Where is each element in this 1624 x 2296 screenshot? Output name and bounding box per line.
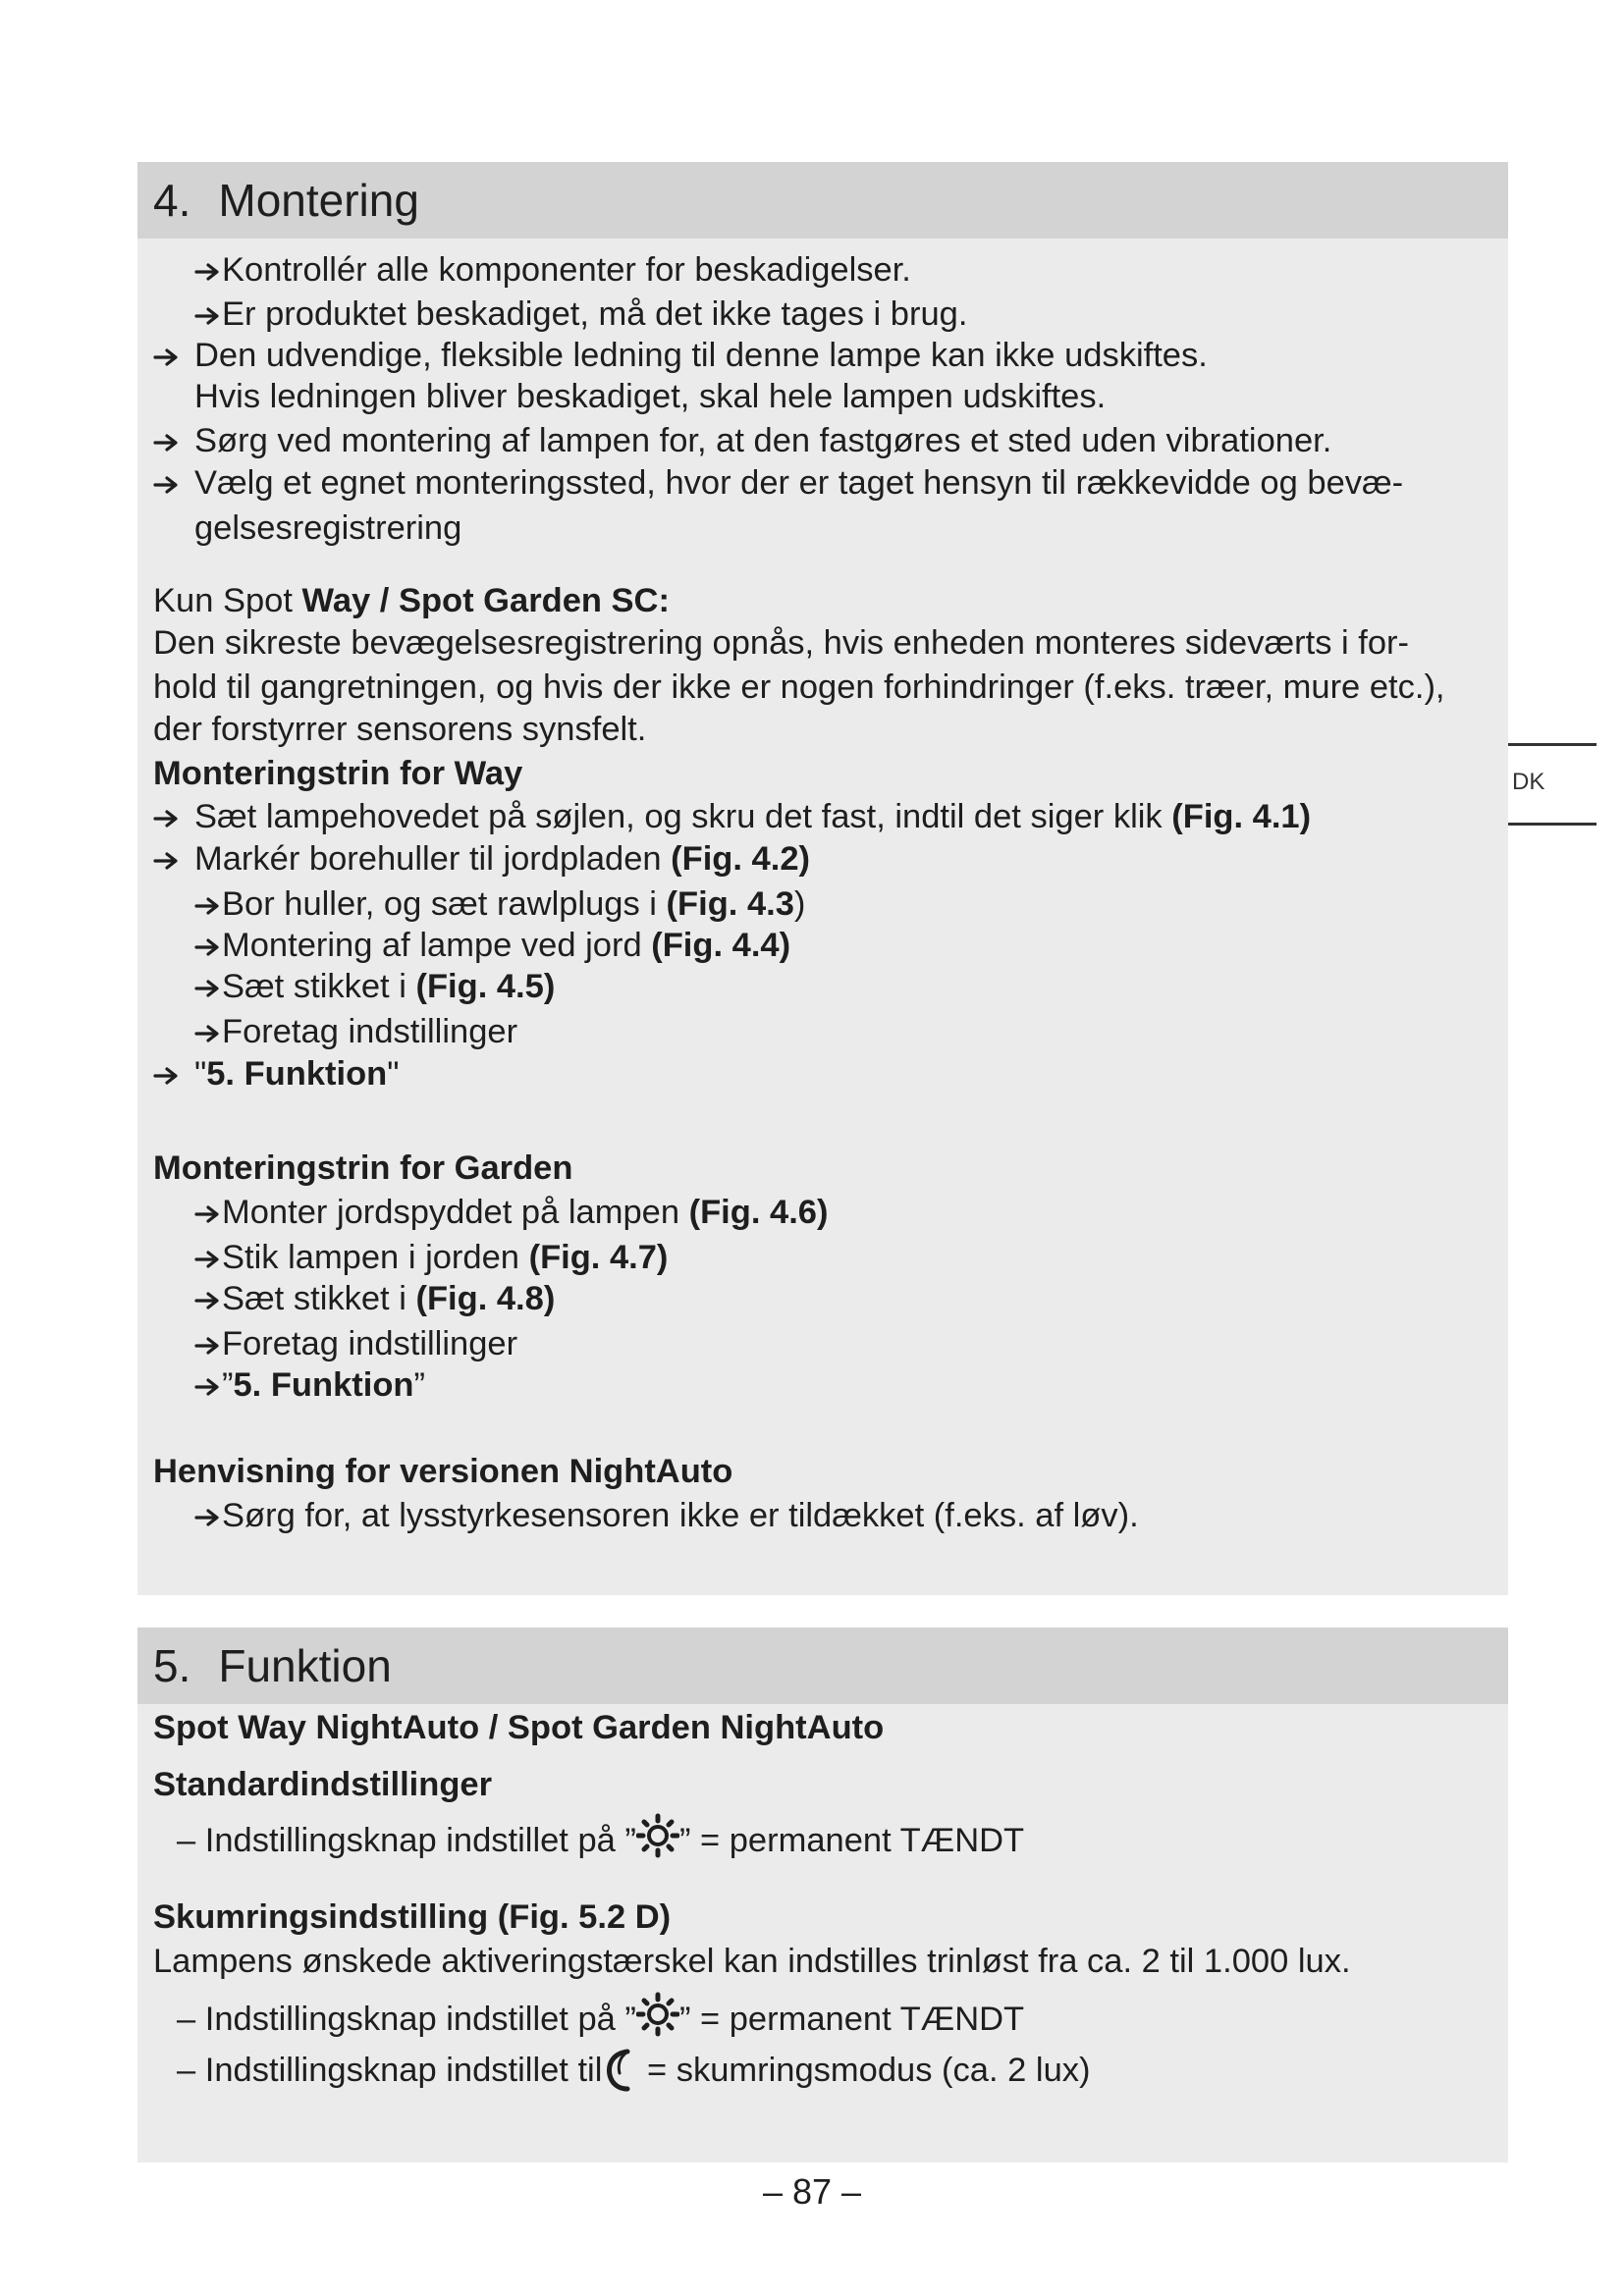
note-line: hold til gangretningen, og hvis der ikke er nogen forhindringer (f.eks. træer, mure etc.), xyxy=(153,668,1445,706)
arrow-icon xyxy=(194,926,222,965)
twilight-text: Lampens ønskede aktiveringstærskel kan indstilles trinløst fra ca. 2 til 1.000 lux. xyxy=(153,1943,1351,1980)
arrow-icon xyxy=(194,884,222,924)
arrow-icon xyxy=(194,1238,222,1277)
list-item: Kontrollér alle komponenter for beskadigelser. xyxy=(194,250,911,290)
garden-step: ”5. Funktion” xyxy=(194,1365,425,1405)
arrow-icon xyxy=(194,1193,222,1232)
section-number: 4. xyxy=(153,175,191,226)
list-item: Vælg et egnet monteringssted, hvor der er taget hensyn til rækkevidde og bevæ- xyxy=(153,463,1403,503)
garden-heading: Monteringstrin for Garden xyxy=(153,1149,573,1187)
tab-rule-top xyxy=(1508,743,1597,746)
note-line: der forstyrrer sensorens synsfelt. xyxy=(153,711,647,748)
note-line: Den sikreste bevægelsesregistrering opnås, hvis enheden monteres sideværts i for- xyxy=(153,624,1410,662)
twilight-setting-permanent: – Indstillingsknap indstillet på ” ” = permanent TÆNDT xyxy=(177,1991,1024,2039)
sun-icon xyxy=(636,1812,679,1851)
section-montering xyxy=(137,162,1508,1595)
nightauto-text: Sørg for, at lysstyrkesensoren ikke er tildækket (f.eks. af løv). xyxy=(194,1496,1139,1535)
language-label: DK xyxy=(1512,769,1545,795)
arrow-icon xyxy=(194,294,222,334)
note-heading: Kun Spot Way / Spot Garden SC: xyxy=(153,582,670,619)
way-step: Sæt stikket i (Fig. 4.5) xyxy=(194,967,555,1006)
garden-step: Sæt stikket i (Fig. 4.8) xyxy=(194,1279,555,1318)
arrow-icon xyxy=(194,250,222,290)
sun-icon xyxy=(636,1991,679,2030)
standard-setting: – Indstillingsknap indstillet på ” ” = permanent TÆNDT xyxy=(177,1812,1024,1860)
section-title: Montering xyxy=(218,175,419,226)
arrow-icon xyxy=(194,1279,222,1318)
list-item: Den udvendige, fleksible ledning til denne lampe kan ikke udskiftes. xyxy=(153,336,1208,375)
list-item: Er produktet beskadiget, må det ikke tages i brug. xyxy=(194,294,967,334)
arrow-icon xyxy=(153,336,194,375)
nightauto-heading: Henvisning for versionen NightAuto xyxy=(153,1453,733,1490)
garden-step: Foretag indstillinger xyxy=(194,1324,517,1363)
way-step: "5. Funktion" xyxy=(153,1054,400,1094)
list-item-continuation: Hvis ledningen bliver beskadiget, skal hele lampen udskiftes. xyxy=(194,378,1107,415)
standard-heading: Standardindstillinger xyxy=(153,1766,493,1803)
way-step: Sæt lampehovedet på søjlen, og skru det fast, indtil det siger klik (Fig. 4.1) xyxy=(153,797,1311,836)
arrow-icon xyxy=(194,1012,222,1051)
way-step: Bor huller, og sæt rawlplugs i (Fig. 4.3) xyxy=(194,884,805,924)
tab-rule-bottom xyxy=(1508,823,1597,826)
arrow-icon xyxy=(194,967,222,1006)
section-title: Funktion xyxy=(218,1640,392,1691)
section-body xyxy=(153,1628,1492,2163)
section-funktion xyxy=(137,1628,1508,2163)
arrow-icon xyxy=(153,421,194,460)
moon-icon xyxy=(602,2046,637,2089)
arrow-icon xyxy=(153,1054,194,1094)
language-tab xyxy=(1508,743,1597,826)
list-item: Sørg ved montering af lampen for, at den fastgøres et sted uden vibrationer. xyxy=(153,421,1331,460)
garden-step: Stik lampen i jorden (Fig. 4.7) xyxy=(194,1238,668,1277)
arrow-icon xyxy=(153,839,194,879)
arrow-icon xyxy=(194,1324,222,1363)
arrow-icon xyxy=(194,1365,222,1405)
way-step: Foretag indstillinger xyxy=(194,1012,517,1051)
arrow-icon xyxy=(194,1496,222,1535)
list-item-continuation: gelsesregistrering xyxy=(194,509,462,547)
twilight-heading: Skumringsindstilling (Fig. 5.2 D) xyxy=(153,1898,672,1936)
section-number: 5. xyxy=(153,1640,191,1691)
way-step: Montering af lampe ved jord (Fig. 4.4) xyxy=(194,926,790,965)
arrow-icon xyxy=(153,463,194,503)
section-subtitle: Spot Way NightAuto / Spot Garden NightAuto xyxy=(153,1709,885,1746)
page-number: – 87 – xyxy=(762,2171,862,2212)
garden-step: Monter jordspyddet på lampen (Fig. 4.6) xyxy=(194,1193,828,1232)
way-step: Markér borehuller til jordpladen (Fig. 4.2) xyxy=(153,839,810,879)
arrow-icon xyxy=(153,797,194,836)
way-heading: Monteringstrin for Way xyxy=(153,755,523,792)
twilight-setting-dusk: – Indstillingsknap indstillet til = skumringsmodus (ca. 2 lux) xyxy=(177,2046,1091,2090)
section-body xyxy=(153,162,1492,1595)
